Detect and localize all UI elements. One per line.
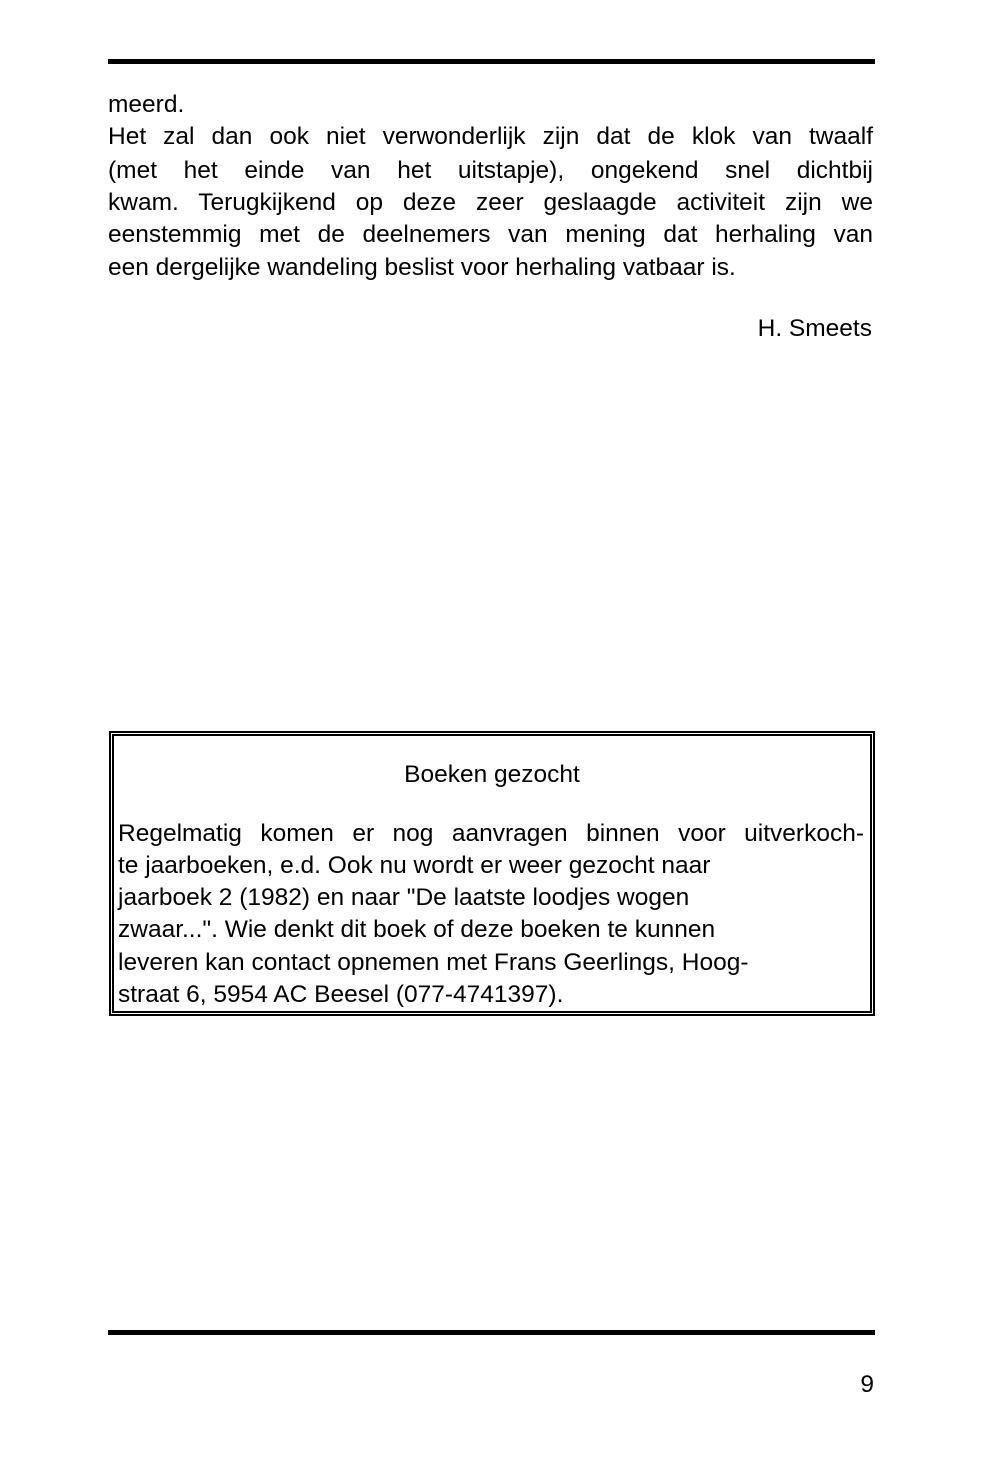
article-line: eenstemmig met de deelnemers van mening dat herhaling van [108, 221, 873, 248]
bottom-rule [108, 1330, 875, 1335]
article-line: een dergelijke wandeling beslist voor herhaling vatbaar is. [108, 254, 736, 281]
notice-title: Boeken gezocht [404, 761, 580, 788]
notice-line: te jaarboeken, e.d. Ook nu wordt er weer gezocht naar [118, 852, 711, 879]
notice-box [109, 731, 875, 1016]
top-rule [108, 59, 875, 64]
article-line: meerd. [108, 91, 185, 118]
article-line: kwam. Terugkijkend op deze zeer geslaagde activiteit zijn we [108, 189, 873, 216]
article-line: (met het einde van het uitstapje), ongekend snel dichtbij [108, 157, 873, 184]
page-number: 9 [860, 1371, 874, 1398]
notice-line: zwaar...". Wie denkt dit boek of deze boeken te kunnen [118, 916, 716, 943]
article-signature: H. Smeets [757, 315, 872, 342]
article-line: Het zal dan ook niet verwonderlijk zijn dat de klok van twaalf [108, 123, 873, 150]
notice-line: leveren kan contact opnemen met Frans Geerlings, Hoog- [118, 949, 749, 976]
notice-line: jaarboek 2 (1982) en naar "De laatste loodjes wogen [118, 884, 690, 911]
notice-line: Regelmatig komen er nog aanvragen binnen voor uitverkoch- [118, 820, 864, 847]
notice-line: straat 6, 5954 AC Beesel (077-4741397). [118, 981, 564, 1008]
